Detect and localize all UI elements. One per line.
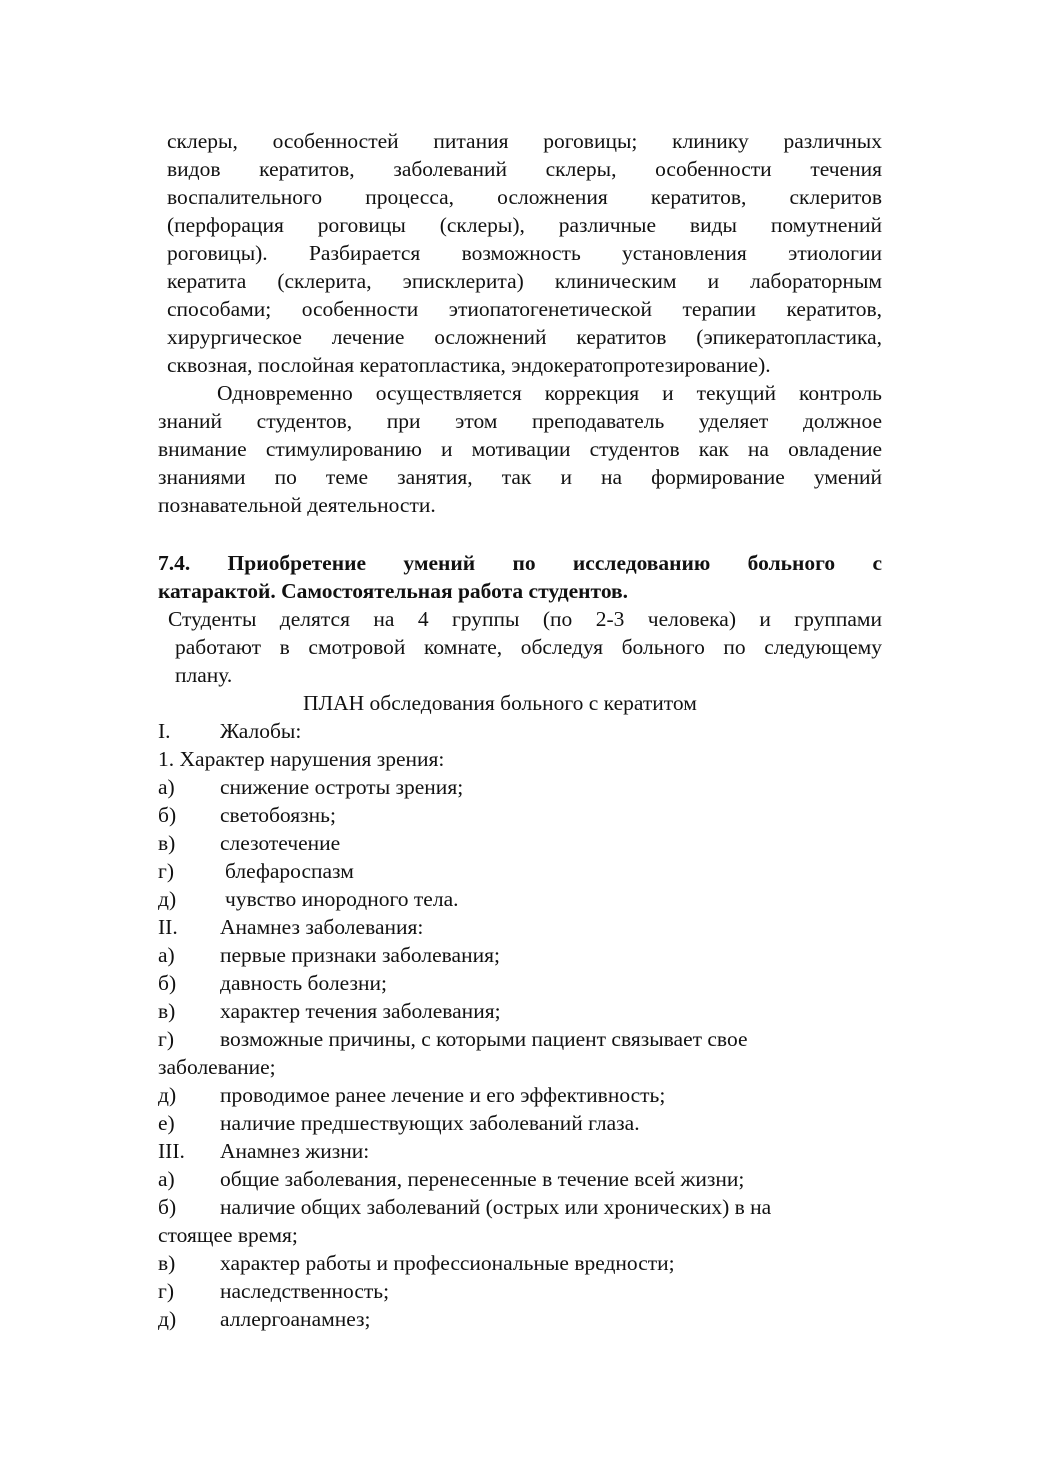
- list-text: характер работы и профессиональные вредности;: [220, 1251, 675, 1275]
- list-text: проводимое ранее лечение и его эффективность;: [220, 1083, 666, 1107]
- list-item: [158, 1193, 888, 1221]
- list-marker: б): [158, 803, 177, 827]
- section-disease-history: [158, 913, 888, 941]
- list-marker: а): [158, 943, 175, 967]
- section-marker: III.: [158, 1139, 185, 1163]
- list-item: [158, 857, 888, 885]
- list-item: [158, 1277, 888, 1305]
- list-text: возможные причины, с которыми пациент связывает свое: [220, 1027, 748, 1051]
- list-text: слезотечение: [220, 831, 341, 855]
- list-item: [158, 969, 888, 997]
- list-item-continuation: стоящее время;: [158, 1223, 298, 1247]
- list-text: давность болезни;: [220, 971, 387, 995]
- list-text: светобоязнь;: [220, 803, 336, 827]
- section-life-history: [158, 1137, 888, 1165]
- list-item: [158, 1249, 888, 1277]
- list-text: общие заболевания, перенесенные в течение всей жизни;: [220, 1167, 745, 1191]
- heading-line: катарактой. Самостоятельная работа студентов.: [158, 579, 629, 603]
- list-text: чувство инородного тела.: [225, 887, 459, 911]
- list-item: [158, 1081, 888, 1109]
- text-line: внимание стимулированию и мотивации студентов как на овладение: [158, 437, 882, 461]
- text-line: кератита (склерита, эписклерита) клиническим и лабораторным: [167, 269, 882, 293]
- list-text: характер течения заболевания;: [220, 999, 501, 1023]
- text-line: роговицы). Разбирается возможность установления этиологии: [167, 241, 882, 265]
- text-line: плану.: [175, 663, 233, 687]
- text-line: видов кератитов, заболеваний склеры, особенности течения: [167, 157, 882, 181]
- heading-line: 7.4. Приобретение умений по исследованию больного с: [158, 551, 882, 575]
- list-marker: в): [158, 831, 176, 855]
- list-marker: д): [158, 887, 177, 911]
- list-text: снижение остроты зрения;: [220, 775, 464, 799]
- subsection-title: 1. Характер нарушения зрения:: [158, 747, 445, 771]
- list-marker: г): [158, 1279, 174, 1303]
- list-text: наличие общих заболеваний (острых или хронических) в на: [220, 1195, 772, 1219]
- list-text: аллергоанамнез;: [220, 1307, 371, 1331]
- text-line: познавательной деятельности.: [158, 493, 436, 517]
- text-line: знаниями по теме занятия, так и на формирование умений: [158, 465, 882, 489]
- text-line: Студенты делятся на 4 группы (по 2-3 человека) и группами: [168, 607, 882, 631]
- section-marker: II.: [158, 915, 178, 939]
- list-marker: б): [158, 1195, 177, 1219]
- list-marker: е): [158, 1111, 175, 1135]
- list-item: [158, 773, 888, 801]
- list-item: [158, 829, 888, 857]
- list-marker: в): [158, 999, 176, 1023]
- section-marker: I.: [158, 719, 171, 743]
- list-marker: а): [158, 775, 175, 799]
- list-item: [158, 885, 888, 913]
- text-line: склеры, особенностей питания роговицы; клинику различных: [167, 129, 882, 153]
- list-text: блефароспазм: [225, 859, 354, 883]
- section-label: Анамнез жизни:: [220, 1139, 370, 1163]
- list-text: первые признаки заболевания;: [220, 943, 500, 967]
- list-marker: г): [158, 859, 174, 883]
- list-item: [158, 1305, 888, 1333]
- list-marker: б): [158, 971, 177, 995]
- text-line: работают в смотровой комнате, обследуя больного по следующему: [175, 635, 882, 659]
- text-line: (перфорация роговицы (склеры), различные виды помутнений: [167, 213, 882, 237]
- section-label: Жалобы:: [220, 719, 302, 743]
- text-line: воспалительного процесса, осложнения кератитов, склеритов: [167, 185, 882, 209]
- text-line: знаний студентов, при этом преподаватель уделяет должное: [158, 409, 882, 433]
- list-item: [158, 1025, 888, 1053]
- list-marker: д): [158, 1083, 177, 1107]
- list-marker: а): [158, 1167, 175, 1191]
- text-line: способами; особенности этиопатогенетической терапии кератитов,: [167, 297, 882, 321]
- list-item: [158, 997, 888, 1025]
- list-item-continuation: заболевание;: [158, 1055, 276, 1079]
- text-line: сквозная, послойная кератопластика, эндокератопротезирование).: [167, 353, 771, 377]
- list-item: [158, 941, 888, 969]
- list-item: [158, 801, 888, 829]
- list-item: [158, 1109, 888, 1137]
- list-text: наличие предшествующих заболеваний глаза.: [220, 1111, 640, 1135]
- list-marker: д): [158, 1307, 177, 1331]
- section-complaints: [158, 717, 888, 745]
- list-item: [158, 1165, 888, 1193]
- list-marker: г): [158, 1027, 174, 1051]
- text-line: Одновременно осуществляется коррекция и текущий контроль: [217, 381, 882, 405]
- text-line: хирургическое лечение осложнений кератитов (эпикератопластика,: [167, 325, 882, 349]
- plan-title: ПЛАН обследования больного с кератитом: [303, 691, 697, 715]
- list-text: наследственность;: [220, 1279, 390, 1303]
- list-marker: в): [158, 1251, 176, 1275]
- section-label: Анамнез заболевания:: [220, 915, 424, 939]
